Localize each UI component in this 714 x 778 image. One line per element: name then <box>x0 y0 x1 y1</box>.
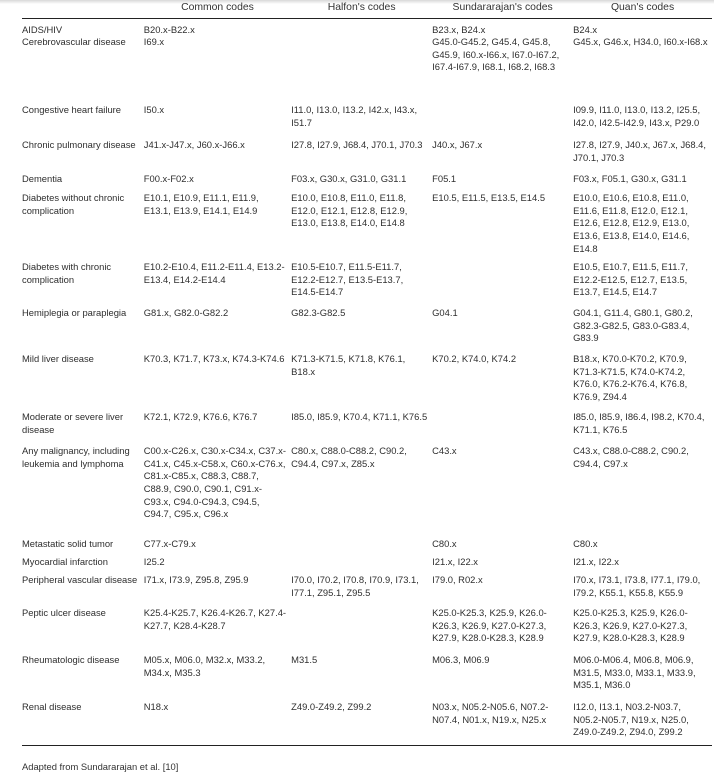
condition-cell: Moderate or severe liver disease <box>22 411 124 435</box>
common-codes-cell: I50.x <box>143 104 165 116</box>
halfon-codes-cell <box>291 36 432 104</box>
table-row <box>22 607 712 654</box>
condition-cell: Any malignancy, including leukemia and lymphoma <box>22 445 130 469</box>
quan-codes-cell: K25.0-K25.3, K25.9, K26.0-K26.3, K26.9, K27.0-K27.3, K27.9, K28.0-K28.3, K28.9 <box>573 607 688 644</box>
table-row <box>22 411 712 445</box>
halfon-codes-cell: I85.0, I85.9, K70.4, K71.1, K76.5 <box>291 411 428 423</box>
quan-codes-cell: C80.x <box>573 538 598 550</box>
quan-codes-cell: F03.x, F05.1, G30.x, G31.1 <box>573 173 687 185</box>
sundararajan-codes-cell: K70.2, K74.0, K74.2 <box>432 353 517 365</box>
condition-cell: Rheumatologic disease <box>22 654 120 666</box>
halfon-codes-cell: I27.8, I27.9, J68.4, J70.1, J70.3 <box>291 139 423 151</box>
sundararajan-codes-cell: G45.0-G45.2, G45.4, G45.8, G45.9, I60.x-I66.x, I67.0-I67.2, I67.4-I67.9, I68.1, I68.2, I68.3 <box>432 36 560 73</box>
common-codes-cell: J41.x-J47.x, J60.x-J66.x <box>143 139 245 151</box>
sundararajan-codes-cell: G04.1 <box>432 307 458 319</box>
condition-cell: Chronic pulmonary disease <box>22 139 136 151</box>
common-codes-cell: N18.x <box>143 701 169 713</box>
condition-cell: Diabetes without chronic complication <box>22 192 125 216</box>
common-codes-cell: F00.x-F02.x <box>143 173 194 185</box>
header-halfon-codes: Halfon's codes <box>327 2 396 13</box>
table-row <box>22 654 712 701</box>
table-row <box>22 556 712 574</box>
halfon-codes-cell: G82.3-G82.5 <box>291 307 346 319</box>
sundararajan-codes-cell: E10.5, E11.5, E13.5, E14.5 <box>432 192 546 204</box>
table-row <box>22 701 712 745</box>
header-sundararajan-codes: Sundararajan's codes <box>452 2 553 13</box>
header-common-codes: Common codes <box>181 2 254 13</box>
condition-cell: Mild liver disease <box>22 353 94 365</box>
table-row <box>22 139 712 173</box>
table-row <box>22 192 712 261</box>
sundararajan-codes-cell: I79.0, R02.x <box>432 574 483 586</box>
table-row <box>22 36 712 104</box>
condition-cell: Congestive heart failure <box>22 104 122 116</box>
common-codes-cell: K72.1, K72.9, K76.6, K76.7 <box>143 411 258 423</box>
table-footnote: Adapted from Sundararajan et al. [10] <box>22 761 179 772</box>
condition-cell: Hemiplegia or paraplegia <box>22 307 127 319</box>
sundararajan-codes-cell: C43.x <box>432 445 457 457</box>
quan-codes-cell: G45.x, G46.x, H34.0, I60.x-I68.x <box>573 36 708 48</box>
halfon-codes-cell <box>291 18 432 36</box>
sundararajan-codes-cell: F05.1 <box>432 173 457 185</box>
table-row <box>22 574 712 607</box>
halfon-codes-cell: M31.5 <box>291 654 318 666</box>
sundararajan-codes-cell: M06.3, M06.9 <box>432 654 490 666</box>
common-codes-cell: E10.2-E10.4, E11.2-E11.4, E13.2-E13.4, E14.2-E14.4 <box>143 261 285 285</box>
condition-cell: Dementia <box>22 173 63 185</box>
condition-cell: Diabetes with chronic complication <box>22 261 112 285</box>
halfon-codes-cell: I70.0, I70.2, I70.8, I70.9, I73.1, I77.1, Z95.1, Z95.5 <box>291 574 419 598</box>
sundararajan-codes-cell: I21.x, I22.x <box>432 556 478 568</box>
condition-cell: Peripheral vascular disease <box>22 574 138 586</box>
condition-cell: Cerebrovascular disease <box>22 36 126 48</box>
common-codes-cell: K25.4-K25.7, K26.4-K26.7, K27.4-K27.7, K28.4-K28.7 <box>143 607 287 631</box>
common-codes-cell: K70.3, K71.7, K73.x, K74.3-K74.6 <box>143 353 285 365</box>
quan-codes-cell: G04.1, G11.4, G80.1, G80.2, G82.3-G82.5, G83.0-G83.4, G83.9 <box>573 307 693 344</box>
icd10-codes-table <box>22 0 712 746</box>
sundararajan-codes-cell: B23.x, B24.x <box>432 23 486 35</box>
halfon-codes-cell: F03.x, G30.x, G31.0, G31.1 <box>291 173 407 185</box>
table-row <box>22 307 712 353</box>
common-codes-cell: C77.x-C79.x <box>143 538 196 550</box>
halfon-codes-cell: Z49.0-Z49.2, Z99.2 <box>291 701 372 713</box>
quan-codes-cell: E10.5, E10.7, E11.5, E11.7, E12.2-E12.5, E12.7, E13.5, E13.7, E14.5, E14.7 <box>573 261 688 298</box>
sundararajan-codes-cell: C80.x <box>432 538 457 550</box>
quan-codes-cell: I09.9, I11.0, I13.0, I13.2, I25.5, I42.0, I42.5-I42.9, I43.x, P29.0 <box>573 104 701 128</box>
sundararajan-codes-cell: N03.x, N05.2-N05.6, N07.2-N07.4, N01.x, N19.x, N25.x <box>432 701 549 725</box>
quan-codes-cell: M06.0-M06.4, M06.8, M06.9, M31.5, M33.0, M33.1, M33.9, M35.1, M36.0 <box>573 654 696 691</box>
sundararajan-codes-cell <box>432 261 573 307</box>
table-row <box>22 353 712 411</box>
sundararajan-codes-cell <box>432 104 573 139</box>
quan-codes-cell: I70.x, I73.1, I73.8, I77.1, I79.0, I79.2, K55.1, K55.8, K55.9 <box>573 574 701 598</box>
quan-codes-cell: I27.8, I27.9, J40.x, J67.x, J68.4, J70.1, J70.3 <box>573 139 707 163</box>
common-codes-cell: M05.x, M06.0, M32.x, M33.2, M34.x, M35.3 <box>143 654 266 678</box>
common-codes-cell: I69.x <box>143 36 165 48</box>
table-row <box>22 173 712 192</box>
common-codes-cell: G81.x, G82.0-G82.2 <box>143 307 229 319</box>
common-codes-cell: I25.2 <box>143 556 165 568</box>
halfon-codes-cell: K71.3-K71.5, K71.8, K76.1, B18.x <box>291 353 406 377</box>
halfon-codes-cell: E10.0, E10.8, E11.0, E11.8, E12.0, E12.1, E12.8, E12.9, E13.0, E13.8, E14.0, E14.8 <box>291 192 408 229</box>
table-row <box>22 445 712 538</box>
common-codes-cell: I71.x, I73.9, Z95.8, Z95.9 <box>143 574 249 586</box>
header-condition <box>22 0 144 18</box>
common-codes-cell: E10.1, E10.9, E11.1, E11.9, E13.1, E13.9, E14.1, E14.9 <box>143 192 259 216</box>
common-codes-cell: B20.x-B22.x <box>143 23 195 35</box>
quan-codes-cell: I21.x, I22.x <box>573 556 619 568</box>
sundararajan-codes-cell <box>432 411 573 445</box>
halfon-codes-cell <box>291 556 432 574</box>
quan-codes-cell: B24.x <box>573 23 598 35</box>
halfon-codes-cell <box>291 538 432 556</box>
table-row <box>22 261 712 307</box>
header-quan-codes: Quan's codes <box>610 2 675 13</box>
table-body <box>22 18 712 745</box>
table-row <box>22 538 712 556</box>
condition-cell: Myocardial infarction <box>22 556 108 568</box>
table-row <box>22 18 712 36</box>
halfon-codes-cell <box>291 607 432 654</box>
table-row <box>22 104 712 139</box>
sundararajan-codes-cell: K25.0-K25.3, K25.9, K26.0-K26.3, K26.9, K27.0-K27.3, K27.9, K28.0-K28.3, K28.9 <box>432 607 547 644</box>
quan-codes-cell: B18.x, K70.0-K70.2, K70.9, K71.3-K71.5, K74.0-K74.2, K76.0, K76.2-K76.4, K76.8, K76.9, Z94.4 <box>573 353 688 402</box>
table-header-row <box>22 0 712 18</box>
halfon-codes-cell: E10.5-E10.7, E11.5-E11.7, E12.2-E12.7, E13.5-E13.7, E14.5-E14.7 <box>291 261 404 298</box>
condition-cell: AIDS/HIV <box>22 23 63 35</box>
condition-cell: Metastatic solid tumor <box>22 538 114 550</box>
halfon-codes-cell: I11.0, I13.0, I13.2, I42.x, I43.x, I51.7 <box>291 104 418 128</box>
condition-cell: Peptic ulcer disease <box>22 607 106 619</box>
quan-codes-cell: E10.0, E10.6, E10.8, E11.0, E11.6, E11.8, E12.0, E12.1, E12.6, E12.8, E12.9, E13.0, E13.6, E13.8, E14.0, E14.6, E14.8 <box>573 192 690 254</box>
quan-codes-cell: I12.0, I13.1, N03.2-N03.7, N05.2-N05.7, N19.x, N25.0, Z49.0-Z49.2, Z94.0, Z99.2 <box>573 701 689 738</box>
sundararajan-codes-cell: J40.x, J67.x <box>432 139 483 151</box>
quan-codes-cell: C43.x, C88.0-C88.2, C90.2, C94.4, C97.x <box>573 445 689 469</box>
halfon-codes-cell: C80.x, C88.0-C88.2, C90.2, C94.4, C97.x, Z85.x <box>291 445 407 469</box>
condition-cell: Renal disease <box>22 701 82 713</box>
quan-codes-cell: I85.0, I85.9, I86.4, I98.2, K70.4, K71.1, K76.5 <box>573 411 705 435</box>
common-codes-cell: C00.x-C26.x, C30.x-C34.x, C37.x-C41.x, C45.x-C58.x, C60.x-C76.x, C81.x-C85.x, C88.3, C88.7, C88.9, C90.0, C90.1, C91.x-C93.x, C94.0-C94.3, C94.5, C94.7, C95.x, C96.x <box>143 445 286 520</box>
